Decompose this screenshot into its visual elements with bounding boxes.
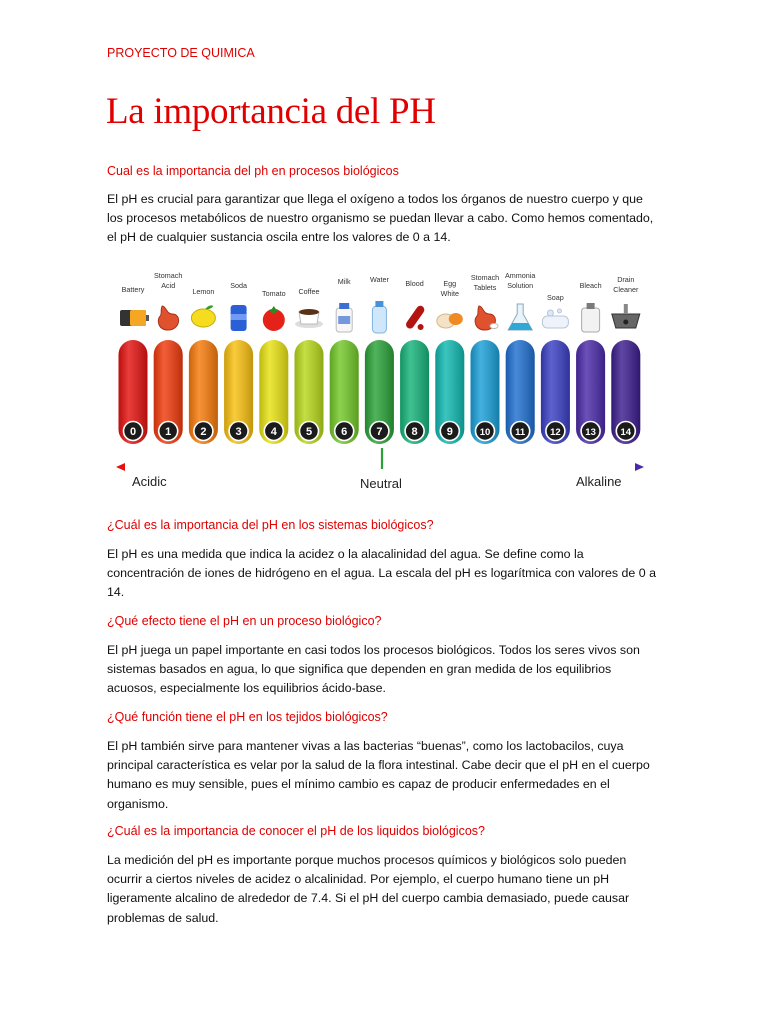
alkaline-arrowhead-icon <box>635 463 644 471</box>
ph-item-label: Lemon <box>192 287 215 296</box>
paragraph-line: organismo. <box>107 796 169 811</box>
section-paragraph-5 <box>107 851 663 928</box>
ph-item-label: Coffee <box>298 287 320 296</box>
ph-item-label: Battery <box>121 285 145 294</box>
ph-item-label: Tomato <box>262 289 286 298</box>
paragraph-line: sistemas basados en agua, lo que significa que dependen en gran medida de los equilibrios <box>107 662 612 677</box>
page-title: La importancia del PH <box>106 91 436 132</box>
ph-item-label: White <box>440 289 459 298</box>
ph-item-label: Acid <box>161 281 176 290</box>
ph-tube <box>330 340 359 444</box>
ph-item-label: Soap <box>547 293 564 302</box>
ph-tube <box>541 340 570 444</box>
paragraph-line: El pH es una medida que indica la acidez o la alacalinidad del agua. Se define como la <box>107 547 584 561</box>
ph-item-label: Blood <box>405 279 424 288</box>
ph-value-label: 5 <box>305 426 313 438</box>
paragraph-line: ligeramente alcalino de alrededor de 7.4. Si el pH del cuerpo cambia demasiado, puede causar <box>107 891 630 906</box>
ph-tube <box>154 340 183 444</box>
ph-scale-svg <box>106 266 662 506</box>
paragraph-line: principal característica es velar por la salud de la flora intestinal. Cabe decir que el pH en el cuerpo <box>107 758 650 773</box>
ph-value-label: 3 <box>235 426 242 438</box>
ph-tube <box>611 340 640 444</box>
section-heading-2: ¿Cuál es la importancia del pH en los sistemas biológicos? <box>107 518 434 532</box>
ph-value-label: 4 <box>270 426 277 438</box>
paragraph-line: concentración de iones de hidrógeno en el agua. La escala del pH es logarítmica con valores de 0 a <box>107 566 656 581</box>
section-heading-5: ¿Cuál es la importancia de conocer el pH de los liquidos biológicos? <box>107 824 485 838</box>
ph-tube <box>576 340 605 444</box>
paragraph-line: El pH también sirve para mantener vivas a las bacterias “buenas”, como los lactobacilos, cuya <box>107 739 624 753</box>
ph-item-label: Tablets <box>473 283 497 292</box>
section-paragraph-2 <box>107 545 663 603</box>
paragraph-line: problemas de salud. <box>107 910 219 925</box>
ph-item-label: Soda <box>230 281 247 290</box>
water-bottle-icon <box>372 301 386 333</box>
flask-icon <box>508 304 532 330</box>
ph-scale-infographic <box>106 266 662 506</box>
battery-icon <box>120 310 149 326</box>
ph-value-label: 12 <box>550 427 561 438</box>
soda-can-icon <box>231 305 247 331</box>
section-heading-1: Cual es la importancia del ph en procesos biológicos <box>107 164 399 178</box>
soap-icon <box>542 309 568 328</box>
ph-tube <box>435 340 464 444</box>
ph-item-label: Stomach <box>470 273 500 282</box>
paragraph-line: La medición del pH es importante porque muchos procesos químicos y biológicos solo pueden <box>107 853 627 867</box>
ph-value-label: 1 <box>165 426 172 438</box>
ph-item-label: Ammonia <box>505 271 536 280</box>
paragraph-line: ocurrir a ciertos niveles de acidez o alcalinidad. Por ejemplo, el cuerpo humano tiene un pH <box>107 872 610 887</box>
ph-value-label: 7 <box>376 426 383 438</box>
section-paragraph-4 <box>107 737 663 814</box>
section-heading-4: ¿Qué función tiene el pH en los tejidos biológicos? <box>107 710 388 724</box>
ph-value-label: 6 <box>341 426 348 438</box>
blood-tube-icon <box>404 304 425 330</box>
coffee-cup-icon <box>295 309 323 328</box>
section-heading-3: ¿Qué efecto tiene el pH en un proceso biológico? <box>107 614 382 628</box>
ph-value-label: 2 <box>200 426 207 438</box>
ph-tube <box>506 340 535 444</box>
acidic-arrowhead-icon <box>116 463 125 471</box>
ph-value-label: 9 <box>446 426 453 438</box>
paragraph-line: el pH de cualquier sustancia oscila entre los valores de 0 a 14. <box>107 230 451 245</box>
ph-tube <box>365 340 394 444</box>
ph-item-label: Drain <box>617 275 635 284</box>
ph-item-label: Stomach <box>154 271 183 280</box>
ph-item-label: Egg <box>443 279 457 288</box>
ph-value-label: 11 <box>515 427 526 438</box>
ph-value-label: 0 <box>129 426 137 438</box>
acidic-label: Acidic <box>132 474 167 489</box>
ph-item-label: Cleaner <box>613 285 639 294</box>
drain-cleaner-icon <box>612 304 640 328</box>
ph-tube <box>224 340 253 444</box>
ph-item-label: Solution <box>507 281 534 290</box>
ph-item-label: Bleach <box>579 281 602 290</box>
section-paragraph-3 <box>107 641 663 699</box>
paragraph-line: acuosos, especialmente los equilibrios ácido-base. <box>107 681 386 696</box>
ph-tube <box>471 340 500 444</box>
ph-tube <box>119 340 148 444</box>
neutral-label: Neutral <box>360 476 402 491</box>
milk-bottle-icon <box>336 303 352 332</box>
bleach-bottle-icon <box>582 303 600 332</box>
egg-icon <box>437 313 463 328</box>
ph-value-label: 8 <box>411 426 418 438</box>
ph-value-label: 13 <box>585 427 596 438</box>
ph-value-label: 10 <box>479 427 491 438</box>
section-paragraph-1 <box>107 190 663 248</box>
ph-tube <box>295 340 324 444</box>
lemon-icon <box>191 305 215 327</box>
paragraph-line: humano es muy sensible, pues el mínimo cambio es capaz de producir enfermedades en el <box>107 777 610 792</box>
ph-tube <box>400 340 429 444</box>
ph-item-label: Water <box>369 275 389 284</box>
paragraph-line: El pH juega un papel importante en casi todos los procesos biológicos. Todos los seres vivos son <box>107 643 640 657</box>
ph-tube <box>189 340 218 444</box>
ph-value-label: 14 <box>620 427 632 438</box>
tablets-icon <box>475 306 498 330</box>
tomato-icon <box>263 306 285 331</box>
project-header: PROYECTO DE QUIMICA <box>107 46 255 60</box>
ph-tube <box>259 340 288 444</box>
paragraph-line: los procesos metabólicos de nuestro organismo se puedan llevar a cabo. Como hemos comentado, <box>107 211 654 226</box>
paragraph-line: El pH es crucial para garantizar que llega el oxígeno a todos los órganos de nuestro cuerpo y que <box>107 192 643 206</box>
alkaline-label: Alkaline <box>576 474 622 489</box>
stomach-icon <box>158 306 178 330</box>
ph-item-label: Milk <box>337 277 351 286</box>
paragraph-line: 14. <box>107 585 125 600</box>
